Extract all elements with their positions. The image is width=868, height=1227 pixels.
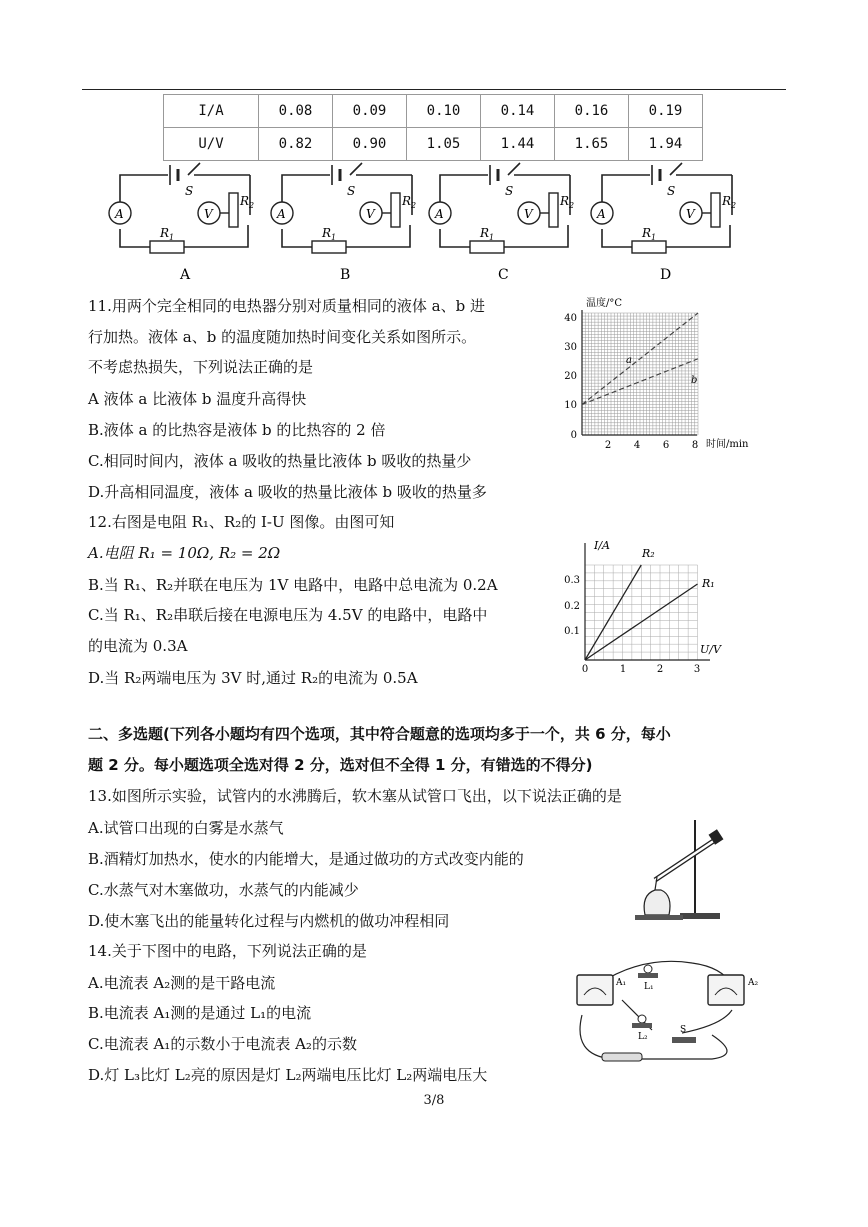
- table-cell: 0.08: [259, 95, 333, 128]
- y-axis-label: I/A: [594, 539, 610, 552]
- series-label-a: a: [626, 355, 632, 366]
- q13-stem: 13.如图所示实验，试管内的水沸腾后，软木塞从试管口飞出，以下说法正确的是: [88, 787, 622, 805]
- circuit-label-a: A: [180, 267, 191, 283]
- ammeter-a1-label: A₁: [616, 978, 627, 988]
- table-cell: 0.90: [333, 128, 407, 161]
- y-tick-label: 0.1: [564, 626, 580, 637]
- q14-option-c: C.电流表 A₁的示数小于电流表 A₂的示数: [88, 1035, 357, 1053]
- table-cell: 0.14: [481, 95, 555, 128]
- circuit-label-d: D: [660, 267, 672, 283]
- q13-option-c: C.水蒸气对木塞做功，水蒸气的内能减少: [88, 881, 359, 899]
- q14-stem: 14.关于下图中的电路，下列说法正确的是: [88, 942, 367, 960]
- page-number: 3/8: [423, 1093, 445, 1108]
- x-tick-label: 6: [662, 440, 670, 451]
- table-cell: 1.05: [407, 128, 481, 161]
- temperature-graph: [560, 295, 760, 455]
- x-tick-label: 8: [691, 440, 699, 451]
- lamp-l2-label: L₂: [638, 1032, 648, 1042]
- q12-option-c-line1: C.当 R₁、R₂串联后接在电源电压为 4.5V 的电路中，电路中: [88, 606, 488, 624]
- table-cell: 1.44: [481, 128, 555, 161]
- q13-option-b: B.酒精灯加热水，使水的内能增大，是通过做功的方式改变内能的: [88, 850, 524, 868]
- q11-option-c: C.相同时间内，液体 a 吸收的热量比液体 b 吸收的热量少: [88, 452, 472, 470]
- r2-label: $R_2$: [240, 194, 255, 210]
- switch-label: S: [680, 1025, 687, 1035]
- circuit-c: [429, 163, 570, 253]
- q13-option-a: A.试管口出现的白雾是水蒸气: [88, 819, 284, 837]
- ammeter-symbol: A: [115, 207, 124, 221]
- table-cell: 0.16: [555, 95, 629, 128]
- iu-data-table: [163, 94, 703, 161]
- q11-option-b: B.液体 a 的比热容是液体 b 的比热容的 2 倍: [88, 421, 386, 439]
- y-tick-label: 20: [564, 371, 577, 382]
- switch-label: S: [505, 184, 514, 198]
- r2-label: $R_2$: [722, 194, 737, 210]
- table-cell: U/V: [164, 128, 259, 161]
- x-tick-label: 4: [633, 440, 641, 451]
- q12-option-c-line2: 的电流为 0.3A: [88, 637, 188, 655]
- circuit-label-b: B: [340, 267, 351, 283]
- circuit-a: [109, 163, 250, 253]
- y-tick-label: 0.3: [564, 575, 580, 586]
- circuit-options: [100, 155, 790, 285]
- voltmeter-symbol: V: [686, 207, 695, 221]
- q13-option-d: D.使木塞飞出的能量转化过程与内燃机的做功冲程相同: [88, 912, 450, 930]
- y-tick-label: 0.2: [564, 601, 580, 612]
- q11-option-d: D.升高相同温度，液体 a 吸收的热量比液体 b 吸收的热量多: [88, 483, 487, 501]
- x-tick-label: 3: [693, 664, 701, 675]
- y-tick-label: 40: [564, 313, 577, 324]
- table-cell: 1.94: [629, 128, 703, 161]
- x-tick-label: 2: [656, 664, 664, 675]
- circuit-d: [591, 163, 732, 253]
- r1-label: $R_1$: [642, 226, 657, 242]
- voltmeter-symbol: V: [524, 207, 533, 221]
- table-cell: 1.65: [555, 128, 629, 161]
- y-tick-label: 0: [570, 430, 577, 441]
- y-tick-label: 10: [564, 400, 577, 411]
- table-cell: 0.82: [259, 128, 333, 161]
- x-axis-label: U/V: [700, 643, 721, 656]
- ammeter-symbol: A: [277, 207, 286, 221]
- circuit-label-c: C: [498, 267, 509, 283]
- x-tick-label: 1: [619, 664, 627, 675]
- switch-label: S: [347, 184, 356, 198]
- table-cell: 0.09: [333, 95, 407, 128]
- section2-heading-line1: 二、多选题(下列各小题均有四个选项，其中符合题意的选项均多于一个，共 6 分，每小: [88, 725, 671, 743]
- voltmeter-symbol: V: [204, 207, 213, 221]
- q12-option-b: B.当 R₁、R₂并联在电压为 1V 电路中，电路中总电流为 0.2A: [88, 576, 498, 594]
- test-tube-apparatus-illustration: [625, 815, 735, 925]
- section2-heading-line2: 题 2 分。每小题选项全选对得 2 分，选对但不全得 1 分，有错选的不得分): [88, 756, 593, 774]
- y-axis-label: 温度/°C: [586, 298, 623, 309]
- x-tick-label: 2: [604, 440, 612, 451]
- table-row: [164, 95, 703, 128]
- r1-label: $R_1$: [322, 226, 337, 242]
- switch-label: S: [667, 184, 676, 198]
- r1-label: $R_1$: [160, 226, 175, 242]
- q14-option-b: B.电流表 A₁测的是通过 L₁的电流: [88, 1004, 312, 1022]
- r2-label: $R_2$: [402, 194, 417, 210]
- x-axis-label: 时间/min: [706, 439, 749, 450]
- table-cell: 0.10: [407, 95, 481, 128]
- ammeter-symbol: A: [597, 207, 606, 221]
- x-tick-label: 0: [581, 664, 589, 675]
- series-label-r1: R₁: [702, 577, 715, 590]
- ammeter-symbol: A: [435, 207, 444, 221]
- table-cell: 0.19: [629, 95, 703, 128]
- y-tick-label: 30: [564, 342, 577, 353]
- q11-stem-line3: 不考虑热损失，下列说法正确的是: [88, 358, 314, 376]
- r2-label: $R_2$: [560, 194, 575, 210]
- q11-stem-line1: 11.用两个完全相同的电热器分别对质量相同的液体 a、b 进: [88, 297, 485, 315]
- r1-label: $R_1$: [480, 226, 495, 242]
- header-rule: [82, 89, 786, 90]
- q11-option-a: A 液体 a 比液体 b 温度升高得快: [88, 390, 307, 408]
- table-cell: I/A: [164, 95, 259, 128]
- q14-option-d: D.灯 L₃比灯 L₂亮的原因是灯 L₂两端电压比灯 L₂两端电压大: [88, 1066, 488, 1084]
- q14-option-a: A.电流表 A₂测的是干路电流: [88, 974, 276, 992]
- q11-stem-line2: 行加热。液体 a、b 的温度随加热时间变化关系如图所示。: [88, 328, 477, 346]
- iu-graph: [560, 535, 730, 680]
- series-label-b: b: [691, 375, 698, 386]
- voltmeter-symbol: V: [366, 207, 375, 221]
- q12-option-d: D.当 R₂两端电压为 3V 时,通过 R₂的电流为 0.5A: [88, 669, 418, 687]
- switch-label: S: [185, 184, 194, 198]
- q12-option-a: A.电阻 R₁ = 10Ω, R₂ = 2Ω: [88, 544, 281, 562]
- q14-circuit-illustration: [572, 955, 772, 1070]
- circuit-b: [271, 163, 412, 253]
- q12-stem: 12.右图是电阻 R₁、R₂的 I-U 图像。由图可知: [88, 513, 395, 531]
- lamp-l1-label: L₁: [644, 982, 654, 992]
- series-label-r2: R₂: [642, 547, 655, 560]
- ammeter-a2-label: A₂: [748, 978, 759, 988]
